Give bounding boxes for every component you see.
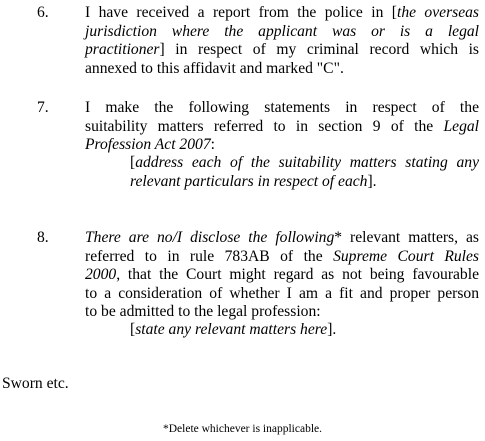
text-line: referred to in rule 783AB of the Supreme Court Rules <box>85 247 479 265</box>
paragraph-body <box>85 229 479 322</box>
paragraph-body <box>85 99 479 155</box>
text-line: relevant particulars in respect of each]. <box>130 172 377 190</box>
paragraph-instruction <box>130 154 479 191</box>
paragraph-number: 7. <box>37 99 49 116</box>
closing-text: Sworn etc. <box>2 375 69 392</box>
text-line: annexed to this affidavit and marked "C". <box>85 59 344 77</box>
text-line: There are no/I disclose the following* relevant matters, as <box>85 229 479 246</box>
paragraph-number: 6. <box>37 4 49 21</box>
paragraph-instruction <box>130 321 479 340</box>
text-line: suitability matters referred to in section 9 of the Legal <box>85 117 479 135</box>
paragraph-body <box>85 4 479 78</box>
text-line: 2000, that the Court might regard as not being favourable <box>85 266 479 283</box>
text-line: [address each of the suitability matters stating any <box>130 154 479 171</box>
text-line: Profession Act 2007: <box>85 136 215 153</box>
text-line: practitioner] in respect of my criminal record which is <box>85 41 479 58</box>
text-line: to a consideration of whether I am a fit and proper person <box>85 284 479 302</box>
text-line: I make the following statements in respect of the <box>85 99 479 116</box>
text-line: to be admitted to the legal profession: <box>85 303 321 320</box>
text-line: [state any relevant matters here]. <box>130 321 337 338</box>
text-line: I have received a report from the police in [the overseas <box>85 4 479 21</box>
paragraph-number: 8. <box>37 229 49 246</box>
footnote: *Delete whichever is inapplicable. <box>162 423 323 435</box>
text-line: jurisdiction where the applicant was or is a legal <box>85 22 479 40</box>
